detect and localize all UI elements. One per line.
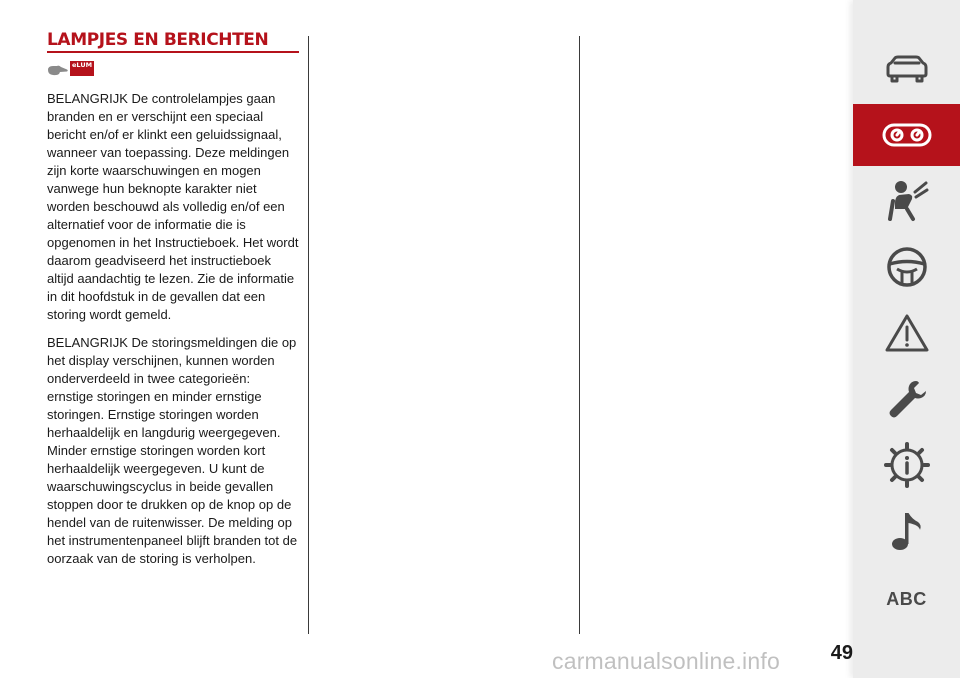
nav-item-car[interactable] [853, 39, 960, 101]
chapter-navigation [853, 0, 960, 678]
airbag-passenger-icon [885, 179, 929, 223]
nav-item-index[interactable] [853, 568, 960, 630]
watermark: carmanualsonline.info [552, 648, 780, 674]
title-underline [47, 51, 299, 53]
wrench-icon [885, 378, 929, 422]
text-column [47, 30, 299, 568]
nav-item-multimedia[interactable] [853, 500, 960, 562]
car-icon [884, 55, 930, 85]
steering-wheel-icon [885, 245, 929, 289]
pointing-hand-icon [47, 64, 69, 76]
section-title: LAMPJES EN BERICHTEN [47, 30, 269, 50]
elum-badge: eLUM [70, 61, 94, 76]
nav-item-safety[interactable] [853, 170, 960, 232]
technical-data-gear-icon [884, 442, 930, 488]
column-divider-left [308, 36, 309, 634]
column-divider-right [579, 36, 580, 634]
index-label: ABC [886, 588, 927, 609]
paragraph-2: BELANGRIJK De storingsmeldingen die op het display verschijnen, kunnen worden onderverdeeld in twee categorieën: ernstige storingen en minder ernstige storingen. Ernstige storingen worden herhaaldelijk en langdurig weergegeven. Minder ernstige storingen worden kort herhaaldelijk weergegeven. U kunt de waarschuwingscyclus in beide gevallen stoppen door te drukken op de knop op de hendel van de ruitenwisser. De melding op het instrumentenpaneel blijft branden tot de oorzaak van de storing is verholpen. [47, 335, 298, 566]
warning-triangle-icon [884, 312, 930, 354]
nav-item-starting-driving[interactable] [853, 236, 960, 298]
nav-item-maintenance[interactable] [853, 369, 960, 431]
nav-item-instruments[interactable] [853, 104, 960, 166]
nav-item-emergency[interactable] [853, 302, 960, 364]
music-note-icon [890, 510, 924, 552]
reference-marker [47, 60, 299, 76]
instrument-panel-icon [882, 122, 932, 148]
paragraph-1: BELANGRIJK De controlelampjes gaan branden en er verschijnt een speciaal bericht en/of er klinkt een geluidssignaal, wanneer van toepassing. Deze meldingen zijn korte waarschuwingen en mogen vanwege hun beknopte karakter niet worden beschouwd als volledig en/of een alternatief voor de informatie die is opgenomen in het Instructieboek. Het wordt daarom geadviseerd het instructieboek altijd aandachtig te lezen. Zie de informatie in dit hoofdstuk in de gevallen dat een storing wordt gemeld. [47, 91, 299, 322]
page-number: 49 [830, 642, 853, 664]
nav-item-technical-data[interactable] [853, 434, 960, 496]
